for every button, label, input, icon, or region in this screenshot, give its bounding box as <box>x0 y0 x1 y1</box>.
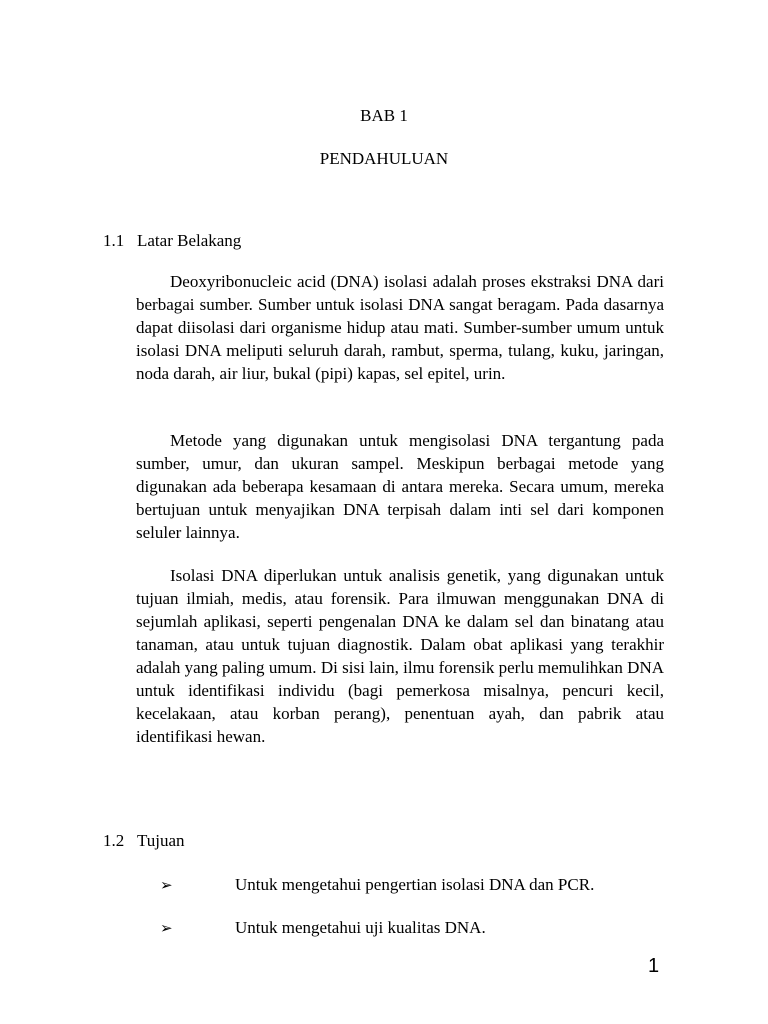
chapter-title: PENDAHULUAN <box>319 149 449 168</box>
arrow-bullet-icon: ➢ <box>160 919 173 937</box>
section-title: Tujuan <box>137 831 185 850</box>
arrow-bullet-icon: ➢ <box>160 876 173 894</box>
paragraph: Metode yang digunakan untuk mengisolasi DNA tergantung pada sumber, umur, dan ukuran sampel. Meskipun berbagai metode yang digunakan ada beberapa kesamaan di antara mereka. Secara umum, mereka bertujuan untuk menyajikan DNA terpisah dalam inti sel dari komponen seluler lainnya. <box>136 431 664 542</box>
paragraph: Isolasi DNA diperlukan untuk analisis genetik, yang digunakan untuk tujuan ilmiah, medis, atau forensik. Para ilmuwan menggunakan DNA di sejumlah aplikasi, seperti pengenalan DNA ke dalam sel dan binatang atau tanaman, atau untuk tujuan diagnostik. Dalam obat aplikasi yang terakhir adalah yang paling umum. Di sisi lain, ilmu forensik perlu memulihkan DNA untuk identifikasi individu (bagi pemerkosa misalnya, pencuri kecil, kecelakaan, atau korban perang), penentuan ayah, dan pabrik atau identifikasi hewan. <box>136 566 664 746</box>
section-title: Latar Belakang <box>137 231 242 250</box>
section-number: 1.1 <box>103 231 125 250</box>
paragraph: Deoxyribonucleic acid (DNA) isolasi adalah proses ekstraksi DNA dari berbagai sumber. Sumber untuk isolasi DNA sangat beragam. Pada dasarnya dapat diisolasi dari organisme hidup atau mati. Sumber-sumber umum untuk isolasi DNA meliputi seluruh darah, rambut, sperma, tulang, kuku, jaringan, noda darah, air liur, bukal (pipi) kapas, sel epitel, urin. <box>136 272 664 383</box>
page-number: 1 <box>648 955 660 977</box>
chapter-heading: BAB 1 <box>360 106 408 125</box>
list-item-text: Untuk mengetahui uji kualitas DNA. <box>235 918 486 937</box>
section-heading-latar-belakang <box>103 231 241 251</box>
list-item-text: Untuk mengetahui pengertian isolasi DNA dan PCR. <box>235 875 595 894</box>
section-number: 1.2 <box>103 831 125 850</box>
section-heading-tujuan <box>103 831 185 851</box>
